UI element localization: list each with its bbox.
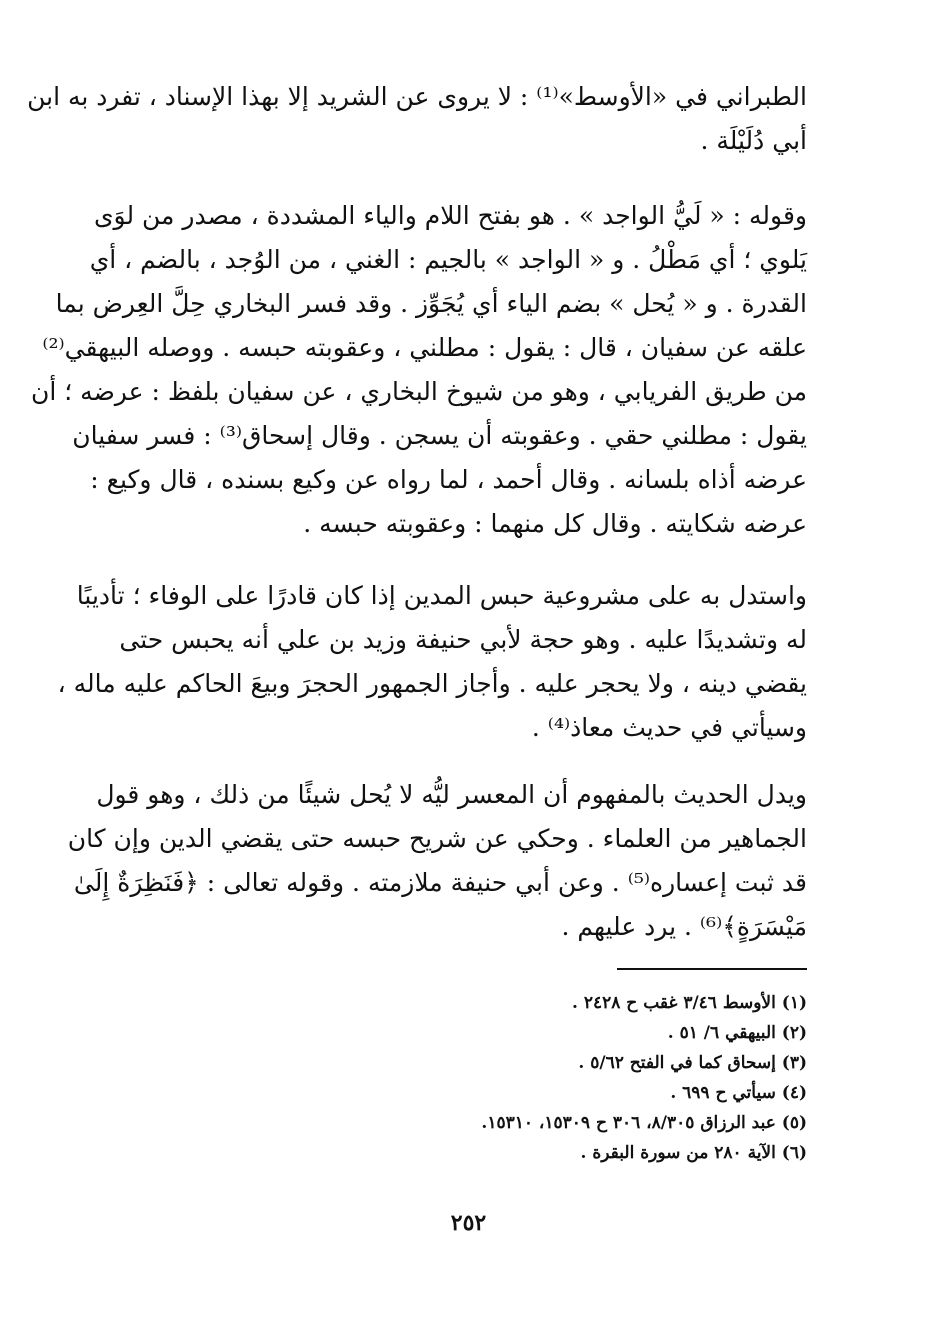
footnote-divider (617, 968, 807, 970)
paragraph-4 (67, 773, 807, 949)
footnote: (٣) إسحاق كما في الفتح ٥/٦٢ . (578, 1053, 807, 1073)
text-line: القدرة . و « يُحل » بضم الياء أي يُجَوِّز . وقد فسر البخاري حِلَّ العِرض بما (55, 289, 807, 318)
text-line: أبي دُلَيْلَة . (700, 126, 807, 155)
text-line: الطبراني في «الأوسط»⁽¹⁾ : لا يروى عن الشريد إلا بهذا الإسناد ، تفرد به ابن (27, 82, 807, 111)
page-number: ٢٥٢ (450, 1210, 487, 1236)
text-line: واستدل به على مشروعية حبس المدين إذا كان قادرًا على الوفاء ؛ تأديبًا (76, 581, 807, 610)
footnotes (307, 988, 807, 1168)
text-line: وقوله : « لَيُّ الواجد » . هو بفتح اللام والياء المشددة ، مصدر من لوَى (93, 201, 807, 230)
text-line: عرضه أذاه بلسانه . وقال أحمد ، لما رواه عن وكيع بسنده ، قال وكيع : (90, 465, 807, 494)
text-line: يَلوي ؛ أي مَطْلُ . و « الواجد » بالجيم : الغني ، من الوُجد ، بالضم ، أي (89, 245, 807, 274)
text-line: له وتشديدًا عليه . وهو حجة لأبي حنيفة وزيد بن علي أنه يحبس حتى (119, 625, 807, 654)
footnote: (٢) البيهقي ٦/ ٥١ . (667, 1023, 807, 1043)
paragraph-2 (31, 194, 807, 546)
footnote: (٤) سيأتي ح ٦٩٩ . (670, 1083, 807, 1103)
text-line: مَيْسَرَةٍ﴾⁽⁶⁾ . يرد عليهم . (561, 912, 807, 941)
footnote: (٥) عبد الرزاق ٨/٣٠٥، ٣٠٦ ح ١٥٣٠٩، ١٥٣١٠. (481, 1113, 807, 1133)
text-line: عرضه شكايته . وقال كل منهما : وعقوبته حبسه . (303, 509, 807, 538)
text-line: علقه عن سفيان ، قال : يقول : مطلني ، وعقوبته حبسه . ووصله البيهقي⁽²⁾ (42, 333, 807, 362)
text-line: الجماهير من العلماء . وحكي عن شريح حبسه حتى يقضي الدين وإن كان (67, 824, 807, 853)
text-line: من طريق الفريابي ، وهو من شيوخ البخاري ، عن سفيان بلفظ : عرضه ؛ أن (31, 377, 807, 406)
text-line: قد ثبت إعساره⁽⁵⁾ . وعن أبي حنيفة ملازمته . وقوله تعالى : ﴿فَنَظِرَةٌ إِلَىٰ (73, 868, 807, 897)
paragraph-3 (57, 574, 807, 750)
text-line: وسيأتي في حديث معاذ⁽⁴⁾ . (531, 713, 807, 742)
text-line: ويدل الحديث بالمفهوم أن المعسر ليُّه لا يُحل شيئًا من ذلك ، وهو قول (96, 780, 807, 809)
footnote: (٦) الآية ٢٨٠ من سورة البقرة . (580, 1143, 807, 1163)
paragraph-1 (27, 75, 807, 163)
text-line: يقضي دينه ، ولا يحجر عليه . وأجاز الجمهور الحجرَ وبيعَ الحاكم عليه ماله ، (57, 669, 807, 698)
text-line: يقول : مطلني حقي . وعقوبته أن يسجن . وقال إسحاق⁽³⁾ : فسر سفيان (72, 421, 807, 450)
footnote: (١) الأوسط ٣/٤٦ غقب ح ٢٤٢٨ . (572, 993, 807, 1013)
